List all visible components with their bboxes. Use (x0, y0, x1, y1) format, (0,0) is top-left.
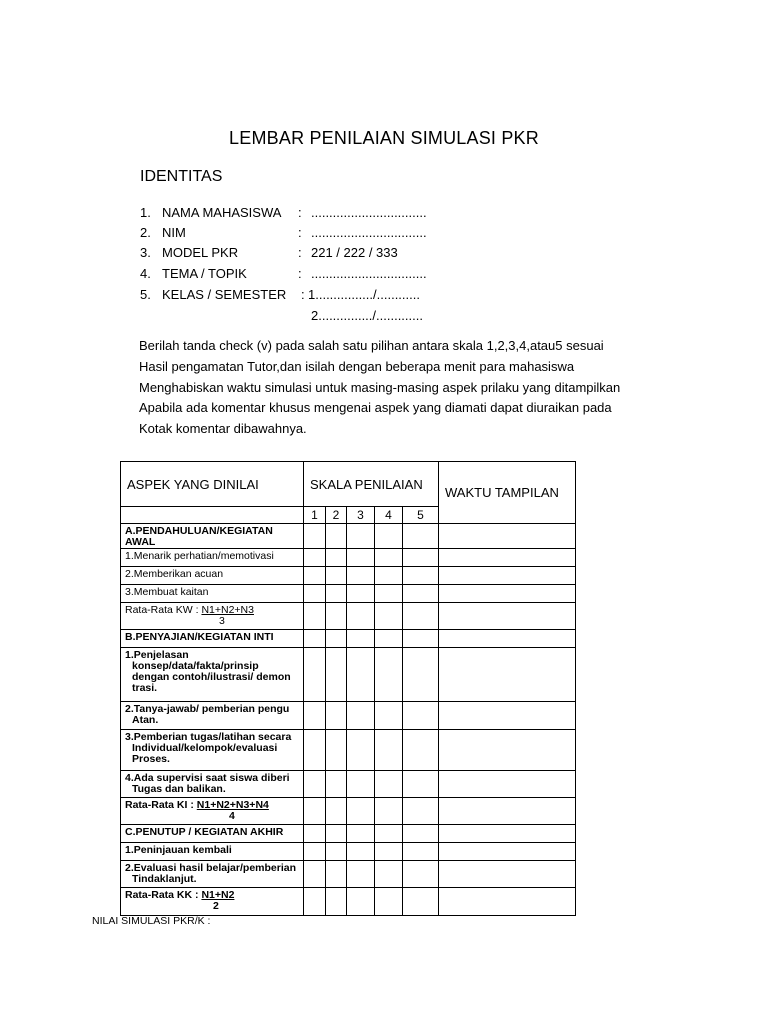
aspect-label (121, 861, 304, 888)
score-cell[interactable] (326, 843, 347, 861)
average-row-kw (121, 603, 576, 630)
scale-2: 2 (326, 507, 347, 524)
aspect-label (121, 702, 304, 730)
score-cell[interactable] (375, 825, 403, 843)
table-row (121, 549, 576, 567)
average-formula: N1+N2+N3 (201, 604, 254, 616)
score-cell[interactable] (403, 630, 439, 648)
average-title: Rata-Rata KK : (125, 889, 199, 901)
aspect-line: konsep/data/fakta/prinsip (132, 660, 259, 672)
identity-heading: IDENTITAS (140, 168, 223, 185)
time-cell[interactable] (439, 843, 576, 861)
score-cell[interactable] (347, 648, 375, 702)
aspect-label (121, 648, 304, 702)
score-cell[interactable] (347, 771, 375, 798)
score-cell[interactable] (326, 603, 347, 630)
identity-value: 1................/............ (308, 287, 420, 302)
score-cell[interactable] (403, 861, 439, 888)
time-cell[interactable] (439, 825, 576, 843)
score-cell[interactable] (304, 730, 326, 771)
aspect-line: Tugas dan balikan. (132, 783, 226, 795)
section-row-b (121, 630, 576, 648)
section-label: A.PENDAHULUAN/KEGIATAN AWAL (121, 524, 304, 549)
score-cell[interactable] (403, 702, 439, 730)
time-cell[interactable] (439, 888, 576, 916)
average-formula: N1+N2+N3+N4 (196, 799, 269, 811)
score-cell[interactable] (304, 888, 326, 916)
scale-4: 4 (375, 507, 403, 524)
score-cell[interactable] (347, 567, 375, 585)
aspect-line: Atan. (132, 714, 159, 726)
table-row (121, 702, 576, 730)
scale-5: 5 (403, 507, 439, 524)
scale-header: SKALA PENILAIAN (304, 462, 439, 507)
time-cell[interactable] (439, 549, 576, 567)
score-cell[interactable] (326, 567, 347, 585)
score-cell[interactable] (326, 730, 347, 771)
time-cell[interactable] (439, 585, 576, 603)
score-cell[interactable] (375, 771, 403, 798)
score-cell[interactable] (326, 549, 347, 567)
score-cell[interactable] (326, 798, 347, 825)
instruction-line: Kotak komentar dibawahnya. (139, 421, 307, 437)
table-row (121, 843, 576, 861)
score-cell[interactable] (304, 549, 326, 567)
score-cell[interactable] (403, 843, 439, 861)
aspect-label: 1.Menarik perhatian/memotivasi (121, 549, 304, 567)
score-cell[interactable] (375, 861, 403, 888)
score-cell[interactable] (403, 567, 439, 585)
time-cell[interactable] (439, 567, 576, 585)
time-cell[interactable] (439, 603, 576, 630)
score-cell[interactable] (347, 825, 375, 843)
score-cell[interactable] (304, 524, 326, 549)
identity-colon: : (301, 287, 305, 302)
aspect-label: 3.Membuat kaitan (121, 585, 304, 603)
page-title: LEMBAR PENILAIAN SIMULASI PKR (229, 128, 539, 148)
identity-label: KELAS / SEMESTER (162, 287, 287, 302)
score-cell[interactable] (347, 888, 375, 916)
score-cell[interactable] (347, 549, 375, 567)
average-label (121, 603, 304, 630)
aspect-line: 1.Penjelasan (125, 649, 189, 661)
score-cell[interactable] (304, 603, 326, 630)
score-cell[interactable] (304, 771, 326, 798)
score-cell[interactable] (326, 702, 347, 730)
identity-number: 2. (140, 225, 151, 240)
identity-label: TEMA / TOPIK (162, 266, 247, 281)
time-cell[interactable] (439, 730, 576, 771)
score-cell[interactable] (403, 798, 439, 825)
score-cell[interactable] (403, 825, 439, 843)
score-cell[interactable] (375, 630, 403, 648)
score-cell[interactable] (326, 585, 347, 603)
identity-label: NAMA MAHASISWA (162, 205, 282, 220)
score-cell[interactable] (347, 843, 375, 861)
score-cell[interactable] (375, 567, 403, 585)
score-cell[interactable] (347, 730, 375, 771)
score-cell[interactable] (304, 861, 326, 888)
aspect-header: ASPEK YANG DINILAI (121, 462, 304, 507)
table-row (121, 567, 576, 585)
average-divisor: 4 (229, 810, 235, 822)
aspect-label: 1.Peninjauan kembali (121, 843, 304, 861)
score-cell[interactable] (347, 524, 375, 549)
identity-label: MODEL PKR (162, 245, 239, 260)
identity-value: ................................ (311, 225, 427, 240)
score-cell[interactable] (347, 603, 375, 630)
score-cell[interactable] (403, 524, 439, 549)
score-cell[interactable] (304, 825, 326, 843)
score-cell[interactable] (375, 730, 403, 771)
score-cell[interactable] (375, 702, 403, 730)
identity-value: ................................ (311, 266, 427, 281)
table-row (121, 648, 576, 702)
identity-value: 221 / 222 / 333 (311, 245, 398, 260)
time-cell[interactable] (439, 630, 576, 648)
table-row (121, 861, 576, 888)
average-label (121, 798, 304, 825)
average-title: Rata-Rata KI : (125, 799, 194, 811)
identity-number: 4. (140, 266, 151, 281)
score-cell[interactable] (326, 630, 347, 648)
average-formula: N1+N2 (201, 889, 235, 901)
time-cell[interactable] (439, 771, 576, 798)
score-cell[interactable] (403, 888, 439, 916)
identity-label: NIM (162, 225, 186, 240)
time-cell[interactable] (439, 861, 576, 888)
score-cell[interactable] (347, 585, 375, 603)
aspect-line: trasi. (132, 682, 158, 694)
instruction-line: Hasil pengamatan Tutor,dan isilah dengan beberapa menit para mahasiswa (139, 358, 575, 374)
score-cell[interactable] (375, 843, 403, 861)
score-cell[interactable] (304, 630, 326, 648)
instruction-line: Menghabiskan waktu simulasi untuk masing-masing aspek prilaku yang ditampilkan (139, 379, 621, 395)
score-cell[interactable] (403, 603, 439, 630)
aspect-line: 2.Tanya-jawab/ pemberian pengu (125, 703, 290, 715)
time-cell[interactable] (439, 648, 576, 702)
instruction-line: Apabila ada komentar khusus mengenai aspek yang diamati dapat diuraikan pada (139, 400, 612, 416)
average-row-ki (121, 798, 576, 825)
identity-colon: : (298, 225, 302, 240)
identity-value: ................................ (311, 205, 427, 220)
time-cell[interactable] (439, 798, 576, 825)
average-divisor: 2 (213, 900, 219, 912)
aspect-label (121, 771, 304, 798)
score-cell[interactable] (347, 702, 375, 730)
score-cell[interactable] (375, 648, 403, 702)
section-row-c (121, 825, 576, 843)
section-label: C.PENUTUP / KEGIATAN AKHIR (121, 825, 304, 843)
score-cell[interactable] (403, 549, 439, 567)
table-row (121, 730, 576, 771)
scale-1: 1 (304, 507, 326, 524)
identity-colon: : (298, 205, 302, 220)
identity-colon: : (298, 266, 302, 281)
table-row (121, 771, 576, 798)
score-cell[interactable] (304, 798, 326, 825)
average-divisor: 3 (219, 615, 225, 627)
score-cell[interactable] (375, 549, 403, 567)
aspect-label: 2.Memberikan acuan (121, 567, 304, 585)
score-cell[interactable] (304, 702, 326, 730)
average-title: Rata-Rata KW : (125, 604, 199, 616)
score-cell[interactable] (326, 825, 347, 843)
score-cell[interactable] (403, 771, 439, 798)
identity-number: 3. (140, 245, 151, 260)
aspect-line: 2.Evaluasi hasil belajar/pemberian (125, 862, 296, 874)
time-cell[interactable] (439, 702, 576, 730)
aspect-line: 4.Ada supervisi saat siswa diberi (125, 772, 290, 784)
score-cell[interactable] (304, 567, 326, 585)
score-cell[interactable] (304, 648, 326, 702)
section-row-a (121, 524, 576, 549)
score-cell[interactable] (347, 630, 375, 648)
aspect-line: Tindaklanjut. (132, 873, 197, 885)
score-cell[interactable] (304, 585, 326, 603)
empty-cell (121, 507, 304, 524)
score-cell[interactable] (403, 730, 439, 771)
identity-number: 1. (140, 205, 151, 220)
assessment-table (120, 461, 576, 916)
score-cell[interactable] (326, 648, 347, 702)
score-cell[interactable] (347, 798, 375, 825)
identity-number: 5. (140, 287, 151, 302)
aspect-line: Individual/kelompok/evaluasi (132, 742, 278, 754)
score-cell[interactable] (375, 603, 403, 630)
aspect-line: 3.Pemberian tugas/latihan secara (125, 731, 292, 743)
aspect-line: Proses. (132, 753, 170, 765)
average-label (121, 888, 304, 916)
score-cell[interactable] (403, 648, 439, 702)
score-cell[interactable] (375, 585, 403, 603)
instruction-line: Berilah tanda check (v) pada salah satu pilihan antara skala 1,2,3,4,atau5 sesuai (139, 338, 604, 353)
score-cell[interactable] (326, 771, 347, 798)
score-cell[interactable] (326, 861, 347, 888)
final-score-label: NILAI SIMULASI PKR/K : (92, 915, 211, 927)
identity-value: 2.............../............. (311, 308, 423, 323)
score-cell[interactable] (304, 843, 326, 861)
score-cell[interactable] (403, 585, 439, 603)
aspect-line: dengan contoh/ilustrasi/ demon (132, 671, 291, 683)
score-cell[interactable] (326, 888, 347, 916)
score-cell[interactable] (326, 524, 347, 549)
time-cell[interactable] (439, 524, 576, 549)
score-cell[interactable] (375, 888, 403, 916)
score-cell[interactable] (347, 861, 375, 888)
aspect-label (121, 730, 304, 771)
score-cell[interactable] (375, 798, 403, 825)
time-header: WAKTU TAMPILAN (439, 462, 576, 524)
average-row-kk (121, 888, 576, 916)
scale-3: 3 (347, 507, 375, 524)
identity-colon: : (298, 245, 302, 260)
score-cell[interactable] (375, 524, 403, 549)
instructions-paragraph (139, 336, 699, 440)
section-label: B.PENYAJIAN/KEGIATAN INTI (121, 630, 304, 648)
table-row (121, 585, 576, 603)
